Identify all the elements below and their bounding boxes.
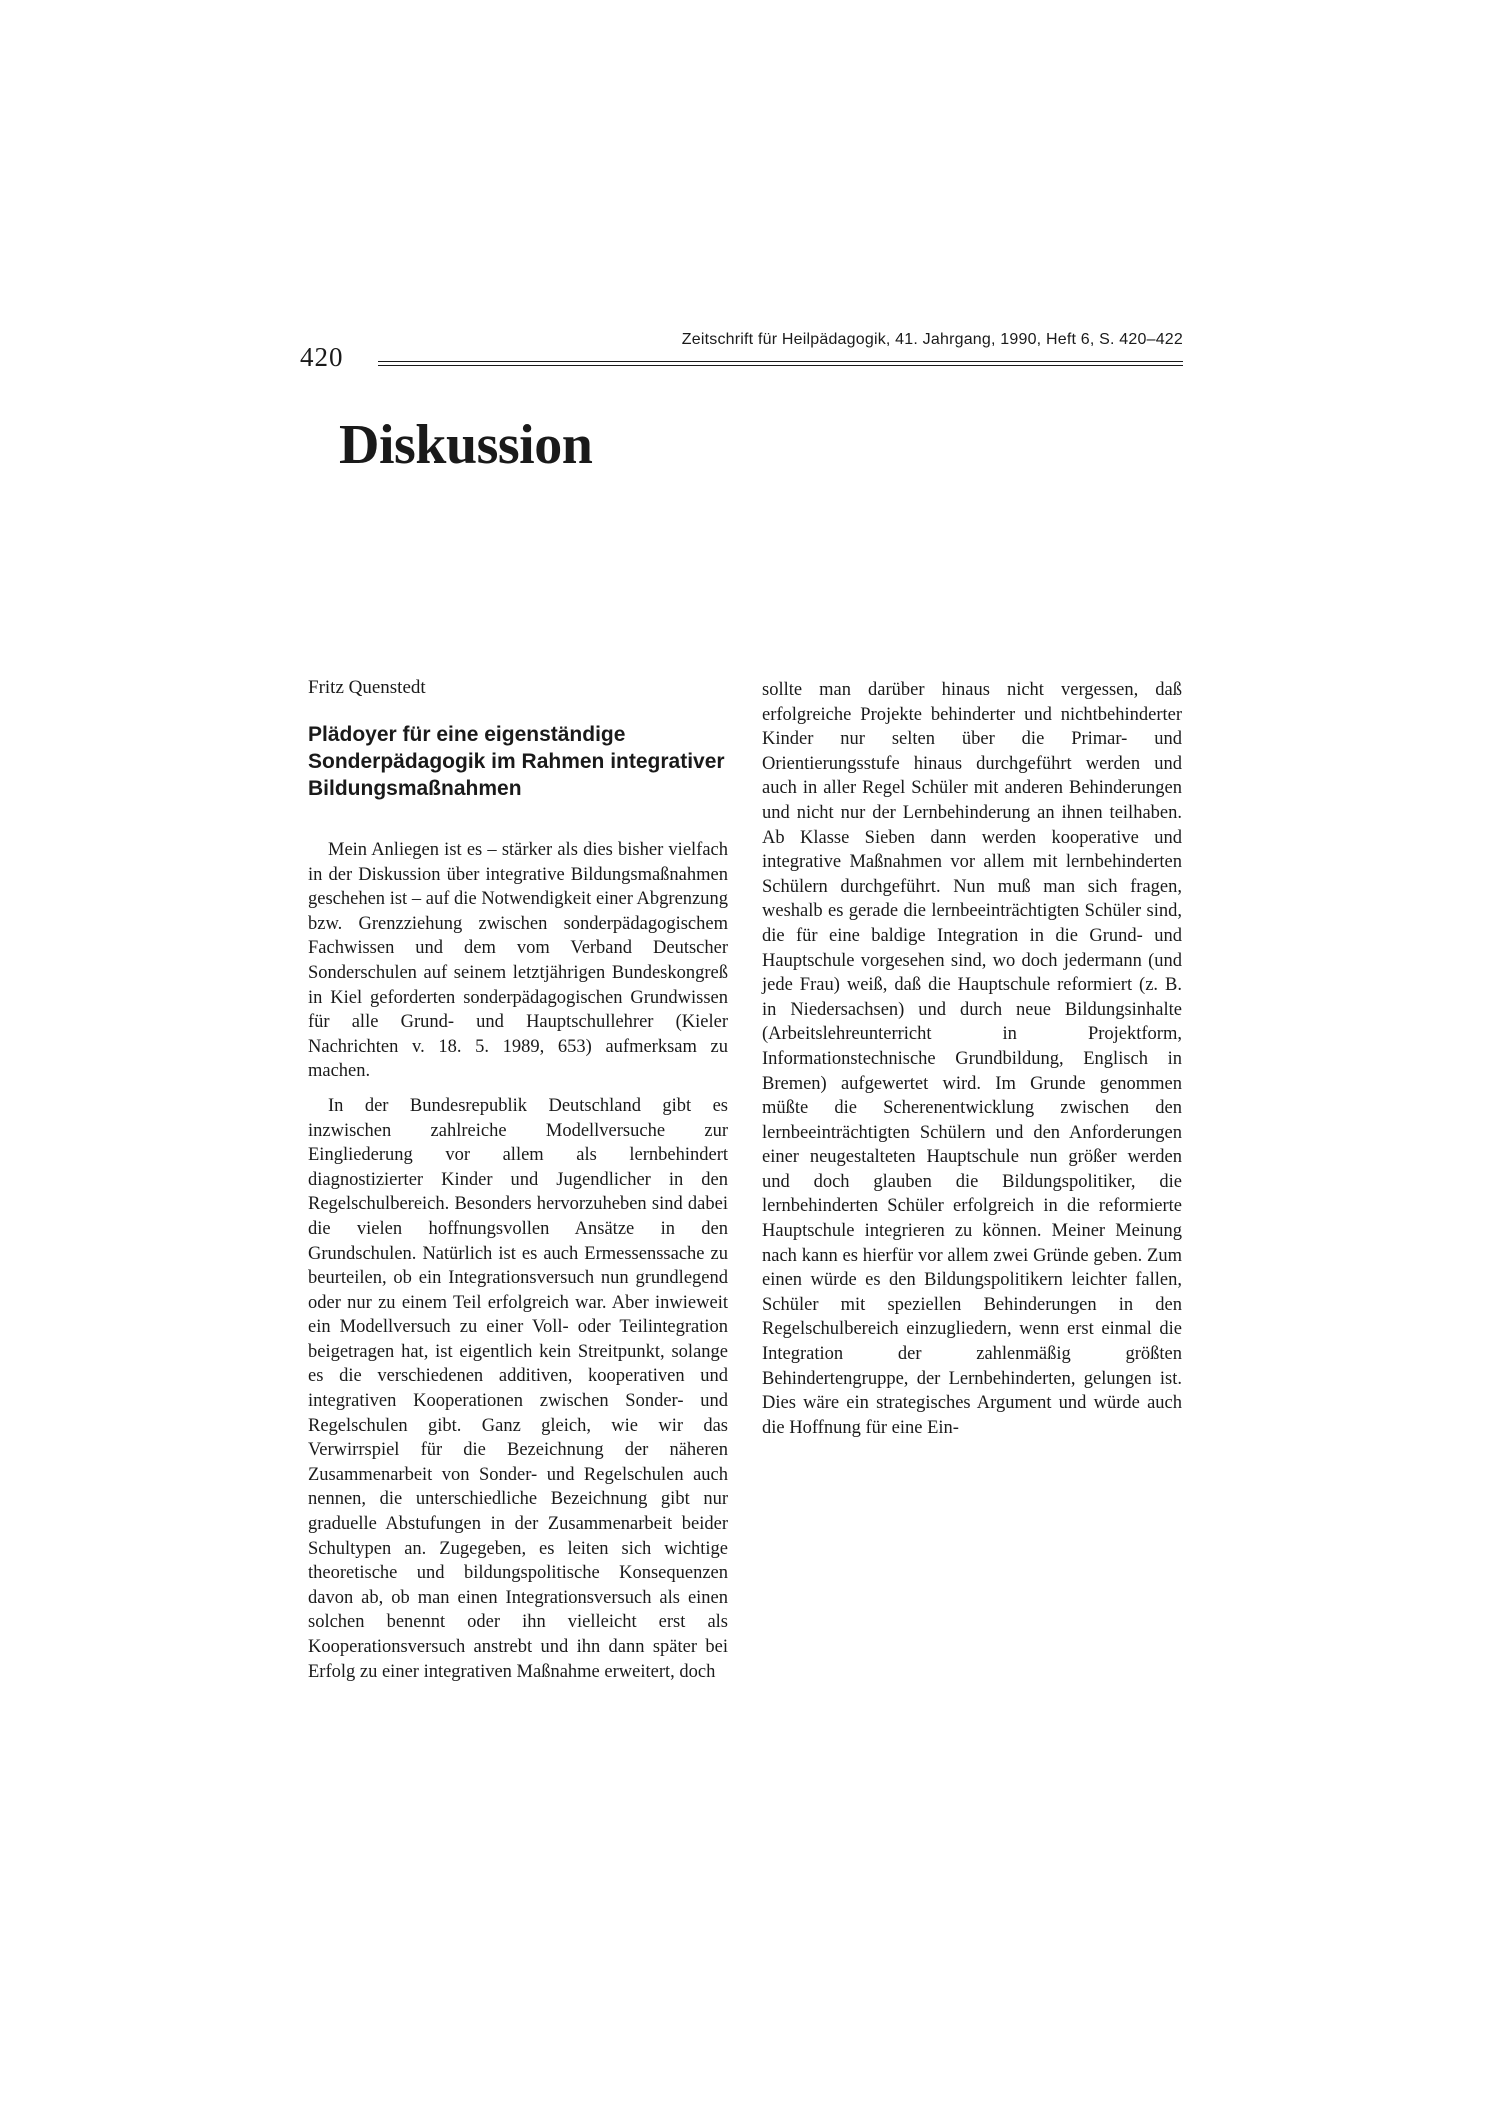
text-column-right (762, 678, 1182, 1440)
journal-reference: Zeitschrift für Heilpädagogik, 41. Jahrgang, 1990, Heft 6, S. 420–422 (681, 331, 1183, 348)
header-rule (378, 365, 1183, 366)
paragraph-1: Mein Anliegen ist es – stärker als dies bisher vielfach in der Diskussion über integrative Bildungsmaßnahmen geschehen ist – auf die Notwendigkeit einer Abgrenzung bzw. Grenzziehung zwischen sonderpädagogischem Fachwissen und dem vom Verband Deutscher Sonderschulen auf seinem letztjährigen Bundeskongreß in Kiel geforderten sonderpädagogischen Grundwissen für alle Grund- und Hauptschullehrer (Kieler Nachrichten v. 18. 5. 1989, 653) aufmerksam zu machen. (308, 840, 728, 1082)
header-rule (378, 361, 1183, 362)
text-column-left (308, 838, 728, 1684)
paragraph-2-part-1: In der Bundesrepublik Deutschland gibt es inzwischen zahlreiche Modellversuche zur Eingliederung vor allem als lernbehindert diagnostizierter Kinder und Jugendlicher in den Regelschulbereich. Besonders hervorzuheben sind dabei die vielen hoffnungsvollen Ansätze in den Grundschulen. Natürlich ist es auch Ermessenssache zu beurteilen, ob ein Integrationsversuch nun grundlegend oder nur zu einem Teil erfolgreich war. Aber inwieweit ein Modellversuch zu einer Voll- oder Teilintegration beigetragen hat, ist eigentlich kein Streitpunkt, solange es die verschiedenen additiven, kooperativen und integrativen Kooperationen zwischen Sonder- und Regelschulen gibt. Ganz gleich, wie wir das Verwirrspiel für die Bezeichnung der näheren Zusammenarbeit von Sonder- und Regelschulen auch nennen, die unterschiedliche Bezeichnung gibt nur graduelle Abstufungen in der Zusammenarbeit beider Schultypen an. Zugegeben, es leiten sich wichtige theoretische und bildungspolitische Konsequenzen davon ab, ob man einen Integrationsversuch als einen solchen benennt oder ihn vielleicht erst als Kooperationsversuch anstrebt und ihn dann später bei Erfolg zu einer integrativen Maßnahme erweitert, doch (308, 1095, 728, 1682)
paragraph-2-part-2: sollte man darüber hinaus nicht vergessen, daß erfolgreiche Projekte behinderter und nichtbehinderter Kinder nur selten über die Primar- und Orientierungsstufe hinaus durchgeführt werden und auch in aller Regel Schüler mit anderen Behinderungen und nicht nur der Lernbehinderung an ihnen teilhaben. Ab Klasse Sieben dann werden kooperative und integrative Maßnahmen vor allem mit lernbehinderten Schülern durchgeführt. Nun muß man sich fragen, weshalb es gerade die lernbeeinträchtigten Schüler sind, die für eine baldige Integration in die Grund- und Hauptschule vorgesehen sind, wo doch jedermann (und jede Frau) weiß, daß die Hauptschule reformiert (z. B. in Niedersachsen) und durch neue Bildungsinhalte (Arbeitslehreunterricht in Projektform, Informationstechnische Grundbildung, Englisch in Bremen) aufgewertet wird. Im Grunde genommen müßte die Scherenentwicklung zwischen den lernbeeinträchtigten Schülern und den Anforderungen einer neugestalteten Hauptschule nun größer werden und doch glauben die Bildungspolitiker, die lernbehinderten Schüler erfolgreich in die reformierte Hauptschule integrieren zu können. Meiner Meinung nach kann es hierfür vor allem zwei Gründe geben. Zum einen würde es den Bildungspolitikern leichter fallen, Schüler mit speziellen Behinderungen in den Regelschulbereich einzugliedern, wenn erst einmal die Integration der zahlenmäßig größten Behindertengruppe, der Lernbehinderten, gelungen ist. Dies wäre ein strategisches Argument und würde auch die Hoffnung für eine Ein- (762, 680, 1182, 1438)
article-author: Fritz Quenstedt (308, 677, 426, 698)
section-title: Diskussion (339, 414, 593, 476)
page-number: 420 (300, 342, 344, 372)
article-title: Plädoyer für eine eigenständige Sonderpädagogik im Rahmen integrativer Bildungsmaßnahmen (308, 723, 725, 800)
